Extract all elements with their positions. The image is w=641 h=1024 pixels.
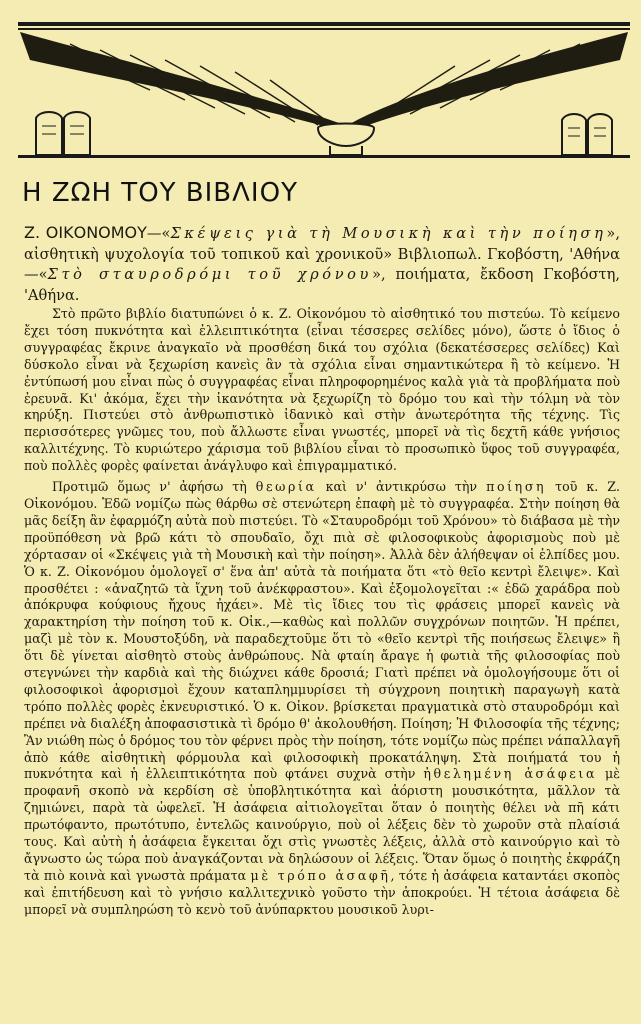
- review-heading: [24, 223, 620, 306]
- text-run: Προτιμῶ ὅμως ν' ἀφήσω τὴ: [52, 479, 256, 495]
- text-run: τοῦ κ. Ζ. Οἰκονόμου. Ἐδῶ νομίζω πὼς θάρθω σὲ στενώτερη ἐπαφὴ μὲ τὸ συγγραφέα. Στὴν ποίηση θὰ μᾶς δείξη ἂν ἐφαρμόζη αὐτὰ ποὺ πιστεύει. Τὸ «Σταυροδρόμι τοῦ Χρόνου» τὸ διάβασα μὲ τὴν προϋπόθεση νὰ βρῶ κάτι τὸ σπουδαῖο, ὄχι πιὰ σὲ φιλοσοφικοὺς ἀφορισμοὺς ποὺ μὲ χόρτασαν οἱ «Σκέψεις γιὰ τὴ Μουσικὴ καὶ τὴν ποίηση». Ἀλλὰ δὲν ἀλήθεψαν οἱ ἐλπίδες μου. Ὁ κ. Ζ. Οἰκονόμου ὁμολογεῖ σ' ἕνα ἀπ' αὐτὰ τὰ ποιήματα ὅτι «τὸ θεῖο κεντρὶ ἔλειψε». Καὶ προσθέτει : «ἀναζητῶ τὰ ἴχνη τοῦ ἀνέκφραστου». Καὶ ἐξομολογεῖται :« ἐδῶ χαράδρα ποὺ ἀπόκρυφα κούφιους ἤχους ἠχάει». Μὲ τὶς ἴδιες του τὶς φράσεις μπορεῖ κανεὶς νὰ χαρακτηρίση τὴν ποίηση τοῦ κ. Οἰκ.,—καθὼς καὶ πολλῶν συγχρόνων ποιητῶν. Ἡ πρέπει, μαζὶ μὲ τὸν κ. Μουστοξύδη, νὰ παραδεχτοῦμε ὅτι τὸ «θεῖο κεντρὶ τῆς ποιήσεως ἔλειψε» ἢ ὅτι δὲ γίνεται αἰσθητὸ στοὺς ἀνθρώπους. Νὰ φταίη ἄραγε ἡ φωτιὰ τῆς φιλοσοφίας ποὺ στεγνώνει τὴν καρδιὰ καὶ τὴς διώχνει κάθε δροσιά; Γιατὶ πρέπει νὰ ὁμολογήσουμε ὅτι οἱ φιλοσοφικοὶ ἀφορισμοὶ ἔχουν καταπλημμυρίσει τὴ σύγχρονη ποιητικὴ παραγωγὴ κατὰ τρόπο πολλὲς φορὲς ἐκνευριστικό. Ὁ κ. Οἰκον. βρίσκεται πραγματικὰ στὸ σταυροδρόμι καὶ πρέπει νὰ διαλέξη ἀποφασιστικὰ τὶ δρόμο θ' ἀκολουθήση. Ποίηση; Ἡ Φιλοσοφία τῆς τέχνης; Ἂν νιώθη πὼς ὁ δρόμος του τὸν φέρνει πρὸς τὴν ποίηση, τότε νομίζω πὼς πρέπει νάπαλλαγῆ ἀπὸ κάθε αἰσθητικὴ φόρμουλα καὶ φιλοσοφικὴ προκατάληψη. Στὰ ποιήματά του ἡ πυκνότητα καὶ ἡ ἐλλειπτικότητα ποὺ φτάνει συχνὰ στὴν: [24, 479, 621, 782]
- stand-icon: [318, 124, 374, 156]
- paragraph-2: [24, 479, 620, 919]
- page-title: Η ΖΩΗ ΤΟΥ ΒΙΒΛΙΟΥ: [22, 178, 298, 208]
- right-wing-icon: [348, 32, 628, 130]
- book-details-2: », ποιήματα, ἔκδοση Γκοβόστη, 'Αθήνα.: [24, 266, 621, 304]
- header-illustration: [0, 0, 641, 165]
- review-author: Ζ. ΟΙΚΟΝΟΜΟΥ: [24, 223, 147, 242]
- bottom-rule: [18, 155, 630, 158]
- paragraph-1: Στὸ πρῶτο βιβλίο διατυπώνει ὁ κ. Ζ. Οἰκονόμου τὸ αἰσθητικό του πιστεύω. Τὸ κείμενο ἔχει τόση πυκνότητα καὶ ἐλλειπτικότητα (εἶναι τέσσερες σελίδες μόνο), ὥστε ὁ ἴδιος ὁ συγγραφέας ἔκρινε ἀναγκαῖο νὰ προσθέση δικά του σχόλια (δεκατέσσερες σελίδες) Καὶ δύσκολο εἶναι νὰ ξεχωρίση κανεὶς ἂν τὰ σχόλια εἶναι σημαντικώτερα ἢ τὸ κείμενο. Ἡ ἐντύπωσή μου εἶναι πὼς ὁ συγγραφέας εἶναι πληροφορημένος καλὰ γιὰ τὰ προβλήματα ποὺ ἐρευνᾶ. Κι' ἀκόμα, ἔχει τὴν ἱκανότητα νὰ ξεχωρίζη τὸ δρόμο του καὶ τὴν τόλμη νὰ τὸν κηρύξη. Πιστεύει στὸ ἀνθρωπιστικὸ ἰδανικὸ καὶ στὴν ἀνωτερότητα τῆς τέχνης. Τὶς περισσότερες γνῶμες του, ποὺ ἄλλωστε εἶναι γνωστές, μπορεῖ νὰ τὶς δεχτῆ κάθε γνήσιος καλλιτέχνης. Τὸ κυριώτερο χάρισμα τοῦ βιβλίου εἶναι τὸ προσωπικὸ ὕφος τοῦ συγγραφέα, ποὺ πολλὲς φορὲς φαίνεται ἀνάγλυφο καὶ ἐπιγραμματικό.: [24, 306, 620, 474]
- book-title-1: Σκέψεις γιὰ τὴ Μουσικὴ καὶ τὴν ποίηση: [170, 225, 607, 242]
- text-run: μὲ προφανῆ σκοπὸ νὰ κερδίση σὲ ὑποβλητικότητα καὶ ἀόριστη μουσικότητα, μᾶλλον τὰ ζημιώνει, παρὰ τὰ ὠφελεῖ. Ἡ ἀσάφεια αἰτιολογεῖται ὅταν ὁ ποιητὴς θέλει νὰ πῆ κάτι πρωτόφαντο, πρωτότυπο, ἐντελῶς καινούργιο, ποὺ οἱ λέξεις δὲν τὸ χωροῦν στὰ πλαίσιά τους. Καὶ αὐτὴ ἡ ἀσάφεια ἔγκειται ὄχι στὶς γνωστὲς λέξεις, ἀλλὰ στὸ καινούργιο καὶ τὸ ἄγνωστο ὡς τώρα ποὺ ἀναγκάζονται νὰ δηλώσουν οἱ λέξεις. Ὅταν ὅμως ὁ ποιητὴς ἐκφράζη τὰ πιὸ κοινὰ καὶ γνωστὰ πράματα: [24, 766, 620, 883]
- top-rule: [18, 22, 630, 26]
- text-run: , τότε ἡ ἀσάφεια καταντάει σκοπὸς καὶ ἐπιτήδευση καὶ τὸ γνήσιο καλλιτεχνικὸ γοῦστο τὴν ἀποκρούει. Ἡ τέτοια ἀσάφεια δὲ μπορεῖ νὰ συμπληρώση τὸ κενὸ τοῦ ἀνύπαρκτου μουσικοῦ λυρι-: [24, 867, 620, 917]
- spaced-word: θεωρία: [255, 479, 317, 495]
- spaced-word: ἠθελημένη ἀσάφεια: [423, 766, 598, 782]
- book-title-2: Στὸ σταυροδρόμι τοῦ χρόνου: [47, 266, 373, 283]
- article-body: [24, 306, 620, 923]
- book-details-1: », αἰσθητικὴ ψυχολογία τοῦ τοπικοῦ καὶ χρονικοῦ» Βιβλιοπωλ. Γκοβόστη, 'Αθήνα—«: [24, 225, 620, 283]
- right-books-icon: [562, 114, 612, 155]
- spaced-word: ποίηση: [486, 479, 547, 495]
- left-books-icon: [36, 112, 90, 155]
- text-run: καὶ ν' ἀντικρύσω τὴν: [316, 479, 487, 495]
- spaced-word: μὲ τρόπο ἀσαφῆ: [250, 867, 391, 883]
- review-dash: —«: [146, 225, 171, 242]
